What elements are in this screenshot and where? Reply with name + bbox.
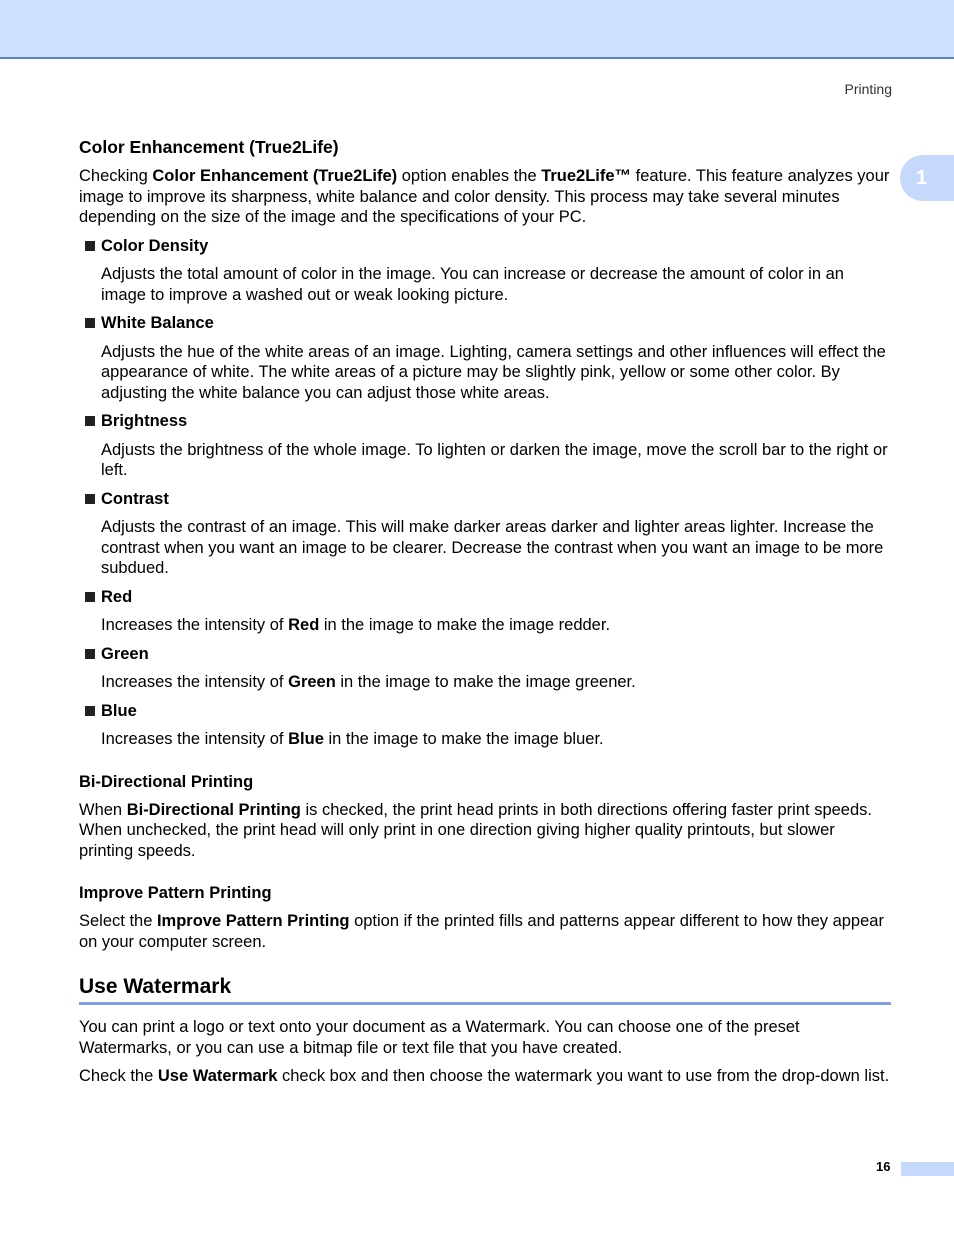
bold-run: Improve Pattern Printing bbox=[156, 912, 350, 930]
page-content bbox=[79, 136, 891, 1095]
watermark-text-2 bbox=[79, 1066, 891, 1087]
bullet-white-balance: White Balance bbox=[79, 313, 891, 334]
section-title-improve-pattern: Improve Pattern Printing bbox=[79, 884, 272, 902]
text-run: Increases the intensity of bbox=[101, 730, 289, 748]
bold-run: Red bbox=[288, 616, 320, 634]
page-number: 16 bbox=[876, 1159, 891, 1174]
improve-pattern-text bbox=[79, 911, 891, 952]
spacer bbox=[79, 1005, 891, 1017]
bullet-color-density: Color Density bbox=[79, 236, 891, 257]
text-run: in the image to make the image bluer. bbox=[323, 730, 604, 748]
bullet-body-color-density: Adjusts the total amount of color in the image. You can increase or decrease the amount of color in an image to improve a washed out or weak looking picture. bbox=[101, 265, 844, 304]
text-run: Increases the intensity of bbox=[101, 673, 289, 691]
header-band bbox=[0, 0, 954, 59]
text-run: check box and then choose the watermark you want to use from the drop-down list. bbox=[277, 1067, 890, 1085]
section-title-color-enhancement: Color Enhancement (True2Life) bbox=[79, 137, 339, 157]
text-run: Check the bbox=[79, 1067, 158, 1085]
section-title-use-watermark: Use Watermark bbox=[79, 974, 891, 1005]
text-run: in the image to make the image redder. bbox=[319, 616, 611, 634]
bold-run: Bi-Directional Printing bbox=[126, 800, 301, 819]
bullet-body-brightness: Adjusts the brightness of the whole image. To lighten or darken the image, move the scroll bar to the right or left. bbox=[101, 440, 888, 479]
bullet-brightness: Brightness bbox=[79, 411, 891, 432]
bold-run: Green bbox=[288, 673, 336, 691]
bullet-body-green bbox=[101, 672, 891, 693]
bullet-green: Green bbox=[79, 644, 891, 665]
color-enhancement-intro bbox=[79, 166, 891, 228]
spacer bbox=[79, 758, 891, 772]
text-run: When bbox=[79, 800, 127, 819]
section-title-bi-directional: Bi-Directional Printing bbox=[79, 772, 254, 791]
text-run: in the image to make the image greener. bbox=[335, 673, 636, 691]
watermark-text-1: You can print a logo or text onto your document as a Watermark. You can choose one of the preset Watermarks, or you can use a bitmap file or text file that you have created. bbox=[79, 1018, 800, 1057]
text-run: Increases the intensity of bbox=[101, 616, 289, 634]
bold-run: Color Enhancement (True2Life) bbox=[152, 167, 398, 185]
text-run: option if the printed fills and patterns appear different to how they appear on your computer screen. bbox=[79, 912, 884, 951]
text-run: feature. This feature analyzes your image to improve its sharpness, white balance and color density. This process may take several minutes depending on the size of the image and the specifications of your PC. bbox=[79, 167, 890, 226]
bullet-blue: Blue bbox=[79, 701, 891, 722]
chapter-number: 1 bbox=[916, 166, 928, 189]
text-run: is checked, the print head prints in both directions offering faster print speeds. When unchecked, the print head will only print in one direction giving higher quality printouts, but slower printing speeds. bbox=[79, 800, 872, 860]
bullet-body-red bbox=[101, 615, 891, 636]
text-run: Checking bbox=[79, 167, 153, 185]
bold-run: Blue bbox=[288, 730, 324, 748]
chapter-tab bbox=[900, 155, 954, 201]
bullet-red: Red bbox=[79, 587, 891, 608]
bold-run: Use Watermark bbox=[157, 1067, 278, 1085]
bold-run: True2Life™ bbox=[541, 167, 632, 185]
bi-directional-text bbox=[79, 800, 891, 862]
text-run: Select the bbox=[79, 912, 157, 930]
bullet-body-blue bbox=[101, 729, 891, 750]
page-number-bar bbox=[901, 1162, 954, 1176]
bullet-contrast: Contrast bbox=[79, 489, 891, 510]
running-head: Printing bbox=[844, 81, 892, 97]
text-run: option enables the bbox=[397, 167, 542, 185]
bullet-body-contrast: Adjusts the contrast of an image. This will make darker areas darker and lighter areas lighter. Increase the contrast when you want an image to be clearer. Decrease the contrast when you want an image to be more subdued. bbox=[101, 518, 884, 577]
bullet-body-white-balance: Adjusts the hue of the white areas of an image. Lighting, camera settings and other influences will effect the appearance of white. The white areas of a picture may be slightly pink, yellow or some other color. By adjusting the white balance you can adjust those white areas. bbox=[101, 342, 886, 402]
spacer bbox=[79, 869, 891, 883]
